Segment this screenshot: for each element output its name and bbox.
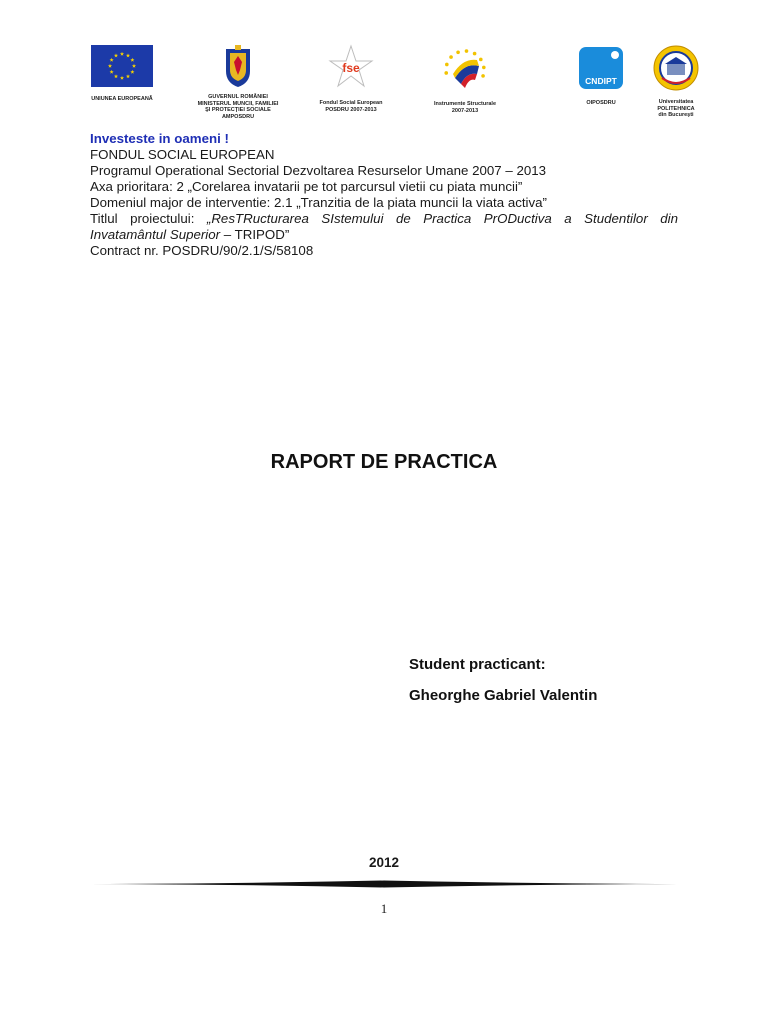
project-title-suffix: – TRIPOD” [220,227,290,242]
cndipt-badge-icon [578,46,624,90]
project-header [90,131,678,259]
gov-caption-2: MINISTERUL MUNCII, FAMILIEI [197,100,279,107]
contract-number: Contract nr. POSDRU/90/2.1/S/58108 [90,243,314,258]
project-title-a: „ResTRucturarea SIstemului de Practica PrODuctiva a Studentilor din [206,211,678,226]
fse-caption-1: Fondul Social European [319,100,383,106]
project-title-prefix: Titlul proiectului: [90,211,207,226]
is-star [473,52,477,56]
report-title: RAPORT DE PRACTICA [270,451,498,473]
fse-logo [316,44,386,113]
is-star [479,58,483,62]
project-title-line [90,211,678,227]
gov-logo [196,45,280,120]
student-name: Gheorghe Gabriel Valentin [409,687,598,704]
upb-seal-icon [652,44,700,92]
is-star-circle-icon [441,44,489,92]
header-line-domain: Domeniul major de interventie: 2.1 „Tranzitia de la piata muncii la viata activa” [90,195,547,210]
upb-caption-1: Universitatea [658,99,694,105]
student-label: Student practicant: [409,656,546,673]
is-star [449,55,453,59]
gov-caption-4: AMPOSDRU [221,113,255,120]
page-number: 1 [380,901,388,916]
eu-caption: UNIUNEA EUROPEANĂ [91,96,153,102]
is-star [456,51,460,55]
eu-flag-icon [91,45,153,87]
upb-caption-3: din Bucureşti [658,112,694,118]
is-logo [430,44,500,114]
header-line-fund: FONDUL SOCIAL EUROPEAN [90,147,275,162]
gov-caption-3: ŞI PROTECŢIEI SOCIALE [205,107,271,113]
fse-caption-2: POSDRU 2007-2013 [325,106,377,113]
project-title-b: Invatamântul Superior [90,227,221,242]
header-line-program: Programul Operational Sectorial Dezvoltarea Resurselor Umane 2007 – 2013 [90,163,547,178]
logos-row [0,0,768,125]
slogan: Investeste in oameni ! [90,131,229,146]
is-caption-1: Instrumente Structurale [433,101,497,107]
is-star [444,71,448,75]
is-caption-2: 2007-2013 [451,107,479,114]
footer-divider [90,878,678,890]
gov-caption-1: GUVERNUL ROMÂNIEI [208,94,268,100]
project-title-line-2 [90,227,678,243]
header-line-axis: Axa prioritara: 2 „Corelarea invatarii pe tot parcursul vietii cu piata muncii” [90,179,523,194]
is-star [445,63,449,67]
fse-label: fse [342,61,360,75]
cndipt-logo [575,46,627,107]
is-star [465,49,469,53]
is-star [482,66,486,70]
student-block [409,656,597,704]
upb-logo [648,44,704,119]
cndipt-caption: OIPOSDRU [586,100,616,106]
fse-star-icon [328,44,374,90]
coat-of-arms-icon [221,45,255,89]
is-star [481,74,485,78]
cndipt-label: CNDIPT [585,76,617,86]
upb-caption-2: POLITEHNICA [657,105,695,112]
eu-logo [90,45,154,103]
report-year: 2012 [368,855,400,870]
